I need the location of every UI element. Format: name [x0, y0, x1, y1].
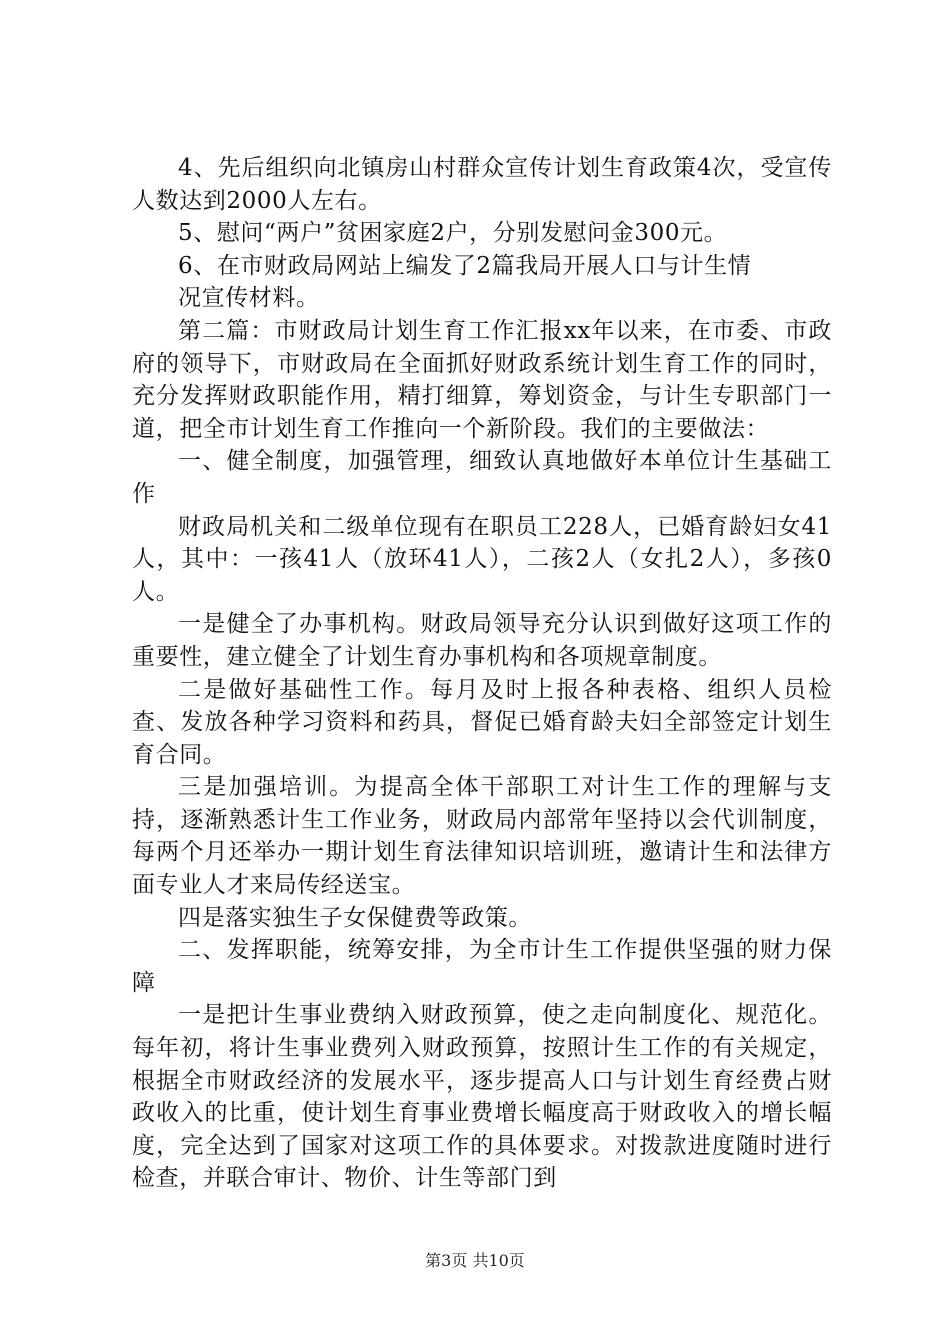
paragraph: 财政局机关和二级单位现有在职员工228人，已婚育龄妇女41人，其中：一孩41人（放环41人），二孩2人（女扎2人），多孩0人。: [132, 513, 832, 605]
document-body: [132, 152, 832, 1195]
paragraph: 况宣传材料。: [178, 285, 320, 312]
section-heading: 二、发挥职能，统筹安排，为全市计生工作提供坚强的财力保障: [132, 937, 832, 996]
page-footer: 第3页 共10页: [425, 1251, 525, 1270]
paragraph: 三是加强培训。为提高全体干部职工对计生工作的理解与支持，逐渐熟悉计生工作业务，财政局内部常年坚持以会代训制度，每两个月还举办一期计划生育法律知识培训班，邀请计生和法律方面专业人才来局传经送宝。: [132, 774, 832, 899]
paragraph: 6、在市财政局网站上编发了2篇我局开展人口与计生情: [178, 252, 752, 279]
paragraph: 四是落实独生子女保健费等政策。: [178, 904, 532, 931]
paragraph: 5、慰问“两户”贫困家庭2户，分别发慰问金300元。: [178, 220, 728, 247]
paragraph: 4、先后组织向北镇房山村群众宣传计划生育政策4次，受宣传人数达到2000人左右。: [132, 155, 832, 214]
paragraph: 第二篇：市财政局计划生育工作汇报xx年以来，在市委、市政府的领导下，市财政局在全面抓好财政系统计划生育工作的同时，充分发挥财政职能作用，精打细算，筹划资金，与计生专职部门一道，把全市计划生育工作推向一个新阶段。我们的主要做法：: [132, 317, 832, 442]
paragraph: 一是把计生事业费纳入财政预算，使之走向制度化、规范化。每年初，将计生事业费列入财政预算，按照计生工作的有关规定，根据全市财政经济的发展水平，逐步提高人口与计划生育经费占财政收入的比重，使计划生育事业费增长幅度高于财政收入的增长幅度，完全达到了国家对这项工作的具体要求。对拨款进度随时进行检查，并联合审计、物价、计生等部门到: [132, 1002, 832, 1192]
paragraph: 一是健全了办事机构。财政局领导充分认识到做好这项工作的重要性，建立健全了计划生育办事机构和各项规章制度。: [132, 611, 832, 670]
paragraph: 二是做好基础性工作。每月及时上报各种表格、组织人员检查、发放各种学习资料和药具，督促已婚育龄夫妇全部签定计划生育合同。: [132, 676, 832, 768]
section-heading: 一、健全制度，加强管理，细致认真地做好本单位计生基础工作: [132, 448, 832, 507]
